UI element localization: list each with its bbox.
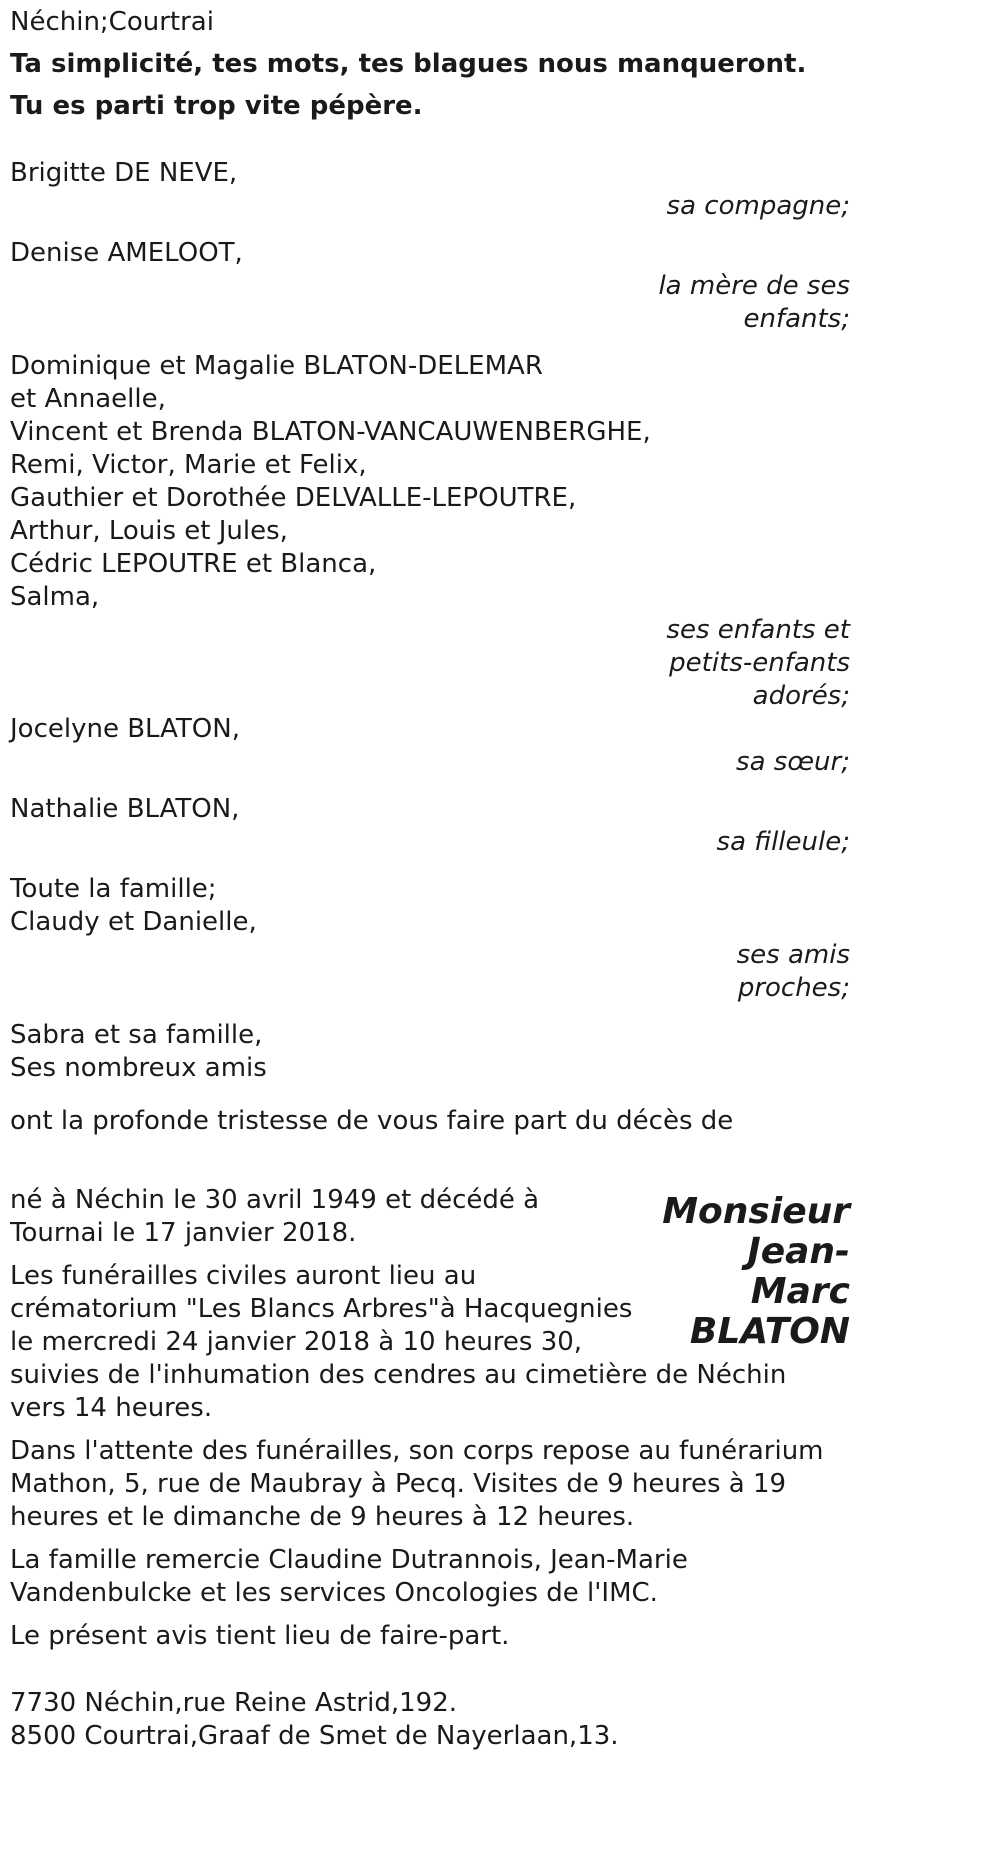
visitation-details: Dans l'attente des funérailles, son corps repose au funérarium Mathon, 5, rue de Maubray à Pecq. Visites de 9 heures à 19 heures et le dimanche de 9 heures à 12 heures. <box>10 1436 824 1532</box>
mourner-line: Salma, <box>10 582 100 612</box>
tagline-1: Ta simplicité, tes mots, tes blagues nous manqueront. <box>10 49 807 79</box>
mourner-role: sa sœur; <box>736 747 850 777</box>
announcement-intro: ont la profonde tristesse de vous faire part du décès de <box>10 1106 734 1136</box>
mourner-line: Remi, Victor, Marie et Felix, <box>10 450 367 480</box>
mourner-role: sa filleule; <box>716 827 850 857</box>
mourner-role: ses enfants et <box>666 615 850 645</box>
mourner-line: Gauthier et Dorothée DELVALLE-LEPOUTRE, <box>10 483 577 513</box>
tagline-2: Tu es parti trop vite pépère. <box>10 91 423 121</box>
mourner-line: Arthur, Louis et Jules, <box>10 516 288 546</box>
mourner-role: la mère de ses <box>658 271 850 301</box>
mourner-name: Jocelyne BLATON, <box>10 714 240 744</box>
mourner-line: et Annaelle, <box>10 384 166 414</box>
mourner-line: Toute la famille; <box>10 874 217 904</box>
mourner-role: enfants; <box>743 304 850 334</box>
deceased-name <box>650 1192 850 1352</box>
funeral-details: Les funérailles civiles auront lieu au crématorium "Les Blancs Arbres"à Hacquegnies le mercredi 24 janvier 2018 à 10 heures 30, suivies de l'inhumation des cendres au cimetière de Néchin vers 14 heures. <box>10 1261 787 1423</box>
deceased-last-name: BLATON <box>689 1311 850 1352</box>
mourner-role: sa compagne; <box>666 191 850 221</box>
deceased-title: Monsieur <box>662 1191 850 1232</box>
mourner-line: Sabra et sa famille, <box>10 1020 263 1050</box>
mourner-name: Denise AMELOOT, <box>10 238 243 268</box>
mourner-role: ses amis proches; <box>736 940 850 1003</box>
acknowledgements: La famille remercie Claudine Dutrannois, Jean-Marie Vandenbulcke et les services Oncologies de l'IMC. <box>10 1545 688 1608</box>
mourner-group-children <box>10 350 850 713</box>
mourner-name: Nathalie BLATON, <box>10 794 240 824</box>
mourner-group-goddaughter <box>10 793 850 859</box>
address-line: 7730 Néchin,rue Reine Astrid,192. <box>10 1688 458 1718</box>
deceased-first-name: Jean-Marc <box>747 1231 850 1312</box>
mourner-name: Brigitte DE NEVE, <box>10 158 238 188</box>
mourner-group-others <box>10 1019 850 1085</box>
place-header: Néchin;Courtrai <box>10 7 214 37</box>
mourner-group-sister <box>10 713 850 779</box>
mourner-role: adorés; <box>752 681 850 711</box>
notice-statement: Le présent avis tient lieu de faire-part. <box>10 1621 510 1651</box>
mourner-line: Cédric LEPOUTRE et Blanca, <box>10 549 377 579</box>
mourner-role: petits-enfants <box>669 648 850 678</box>
address-line: 8500 Courtrai,Graaf de Smet de Nayerlaan,13. <box>10 1721 619 1751</box>
mourner-group-mother <box>10 237 850 336</box>
mourner-group-friends <box>10 873 850 1005</box>
mourner-line: Vincent et Brenda BLATON-VANCAUWENBERGHE, <box>10 417 651 447</box>
birth-death-details: né à Néchin le 30 avril 1949 et décédé à Tournai le 17 janvier 2018. <box>10 1185 540 1248</box>
mourner-line: Ses nombreux amis <box>10 1053 267 1083</box>
addresses <box>10 1687 850 1753</box>
mourner-line: Dominique et Magalie BLATON-DELEMAR <box>10 351 543 381</box>
mourner-line: Claudy et Danielle, <box>10 907 257 937</box>
mourner-group-partner <box>10 157 850 223</box>
